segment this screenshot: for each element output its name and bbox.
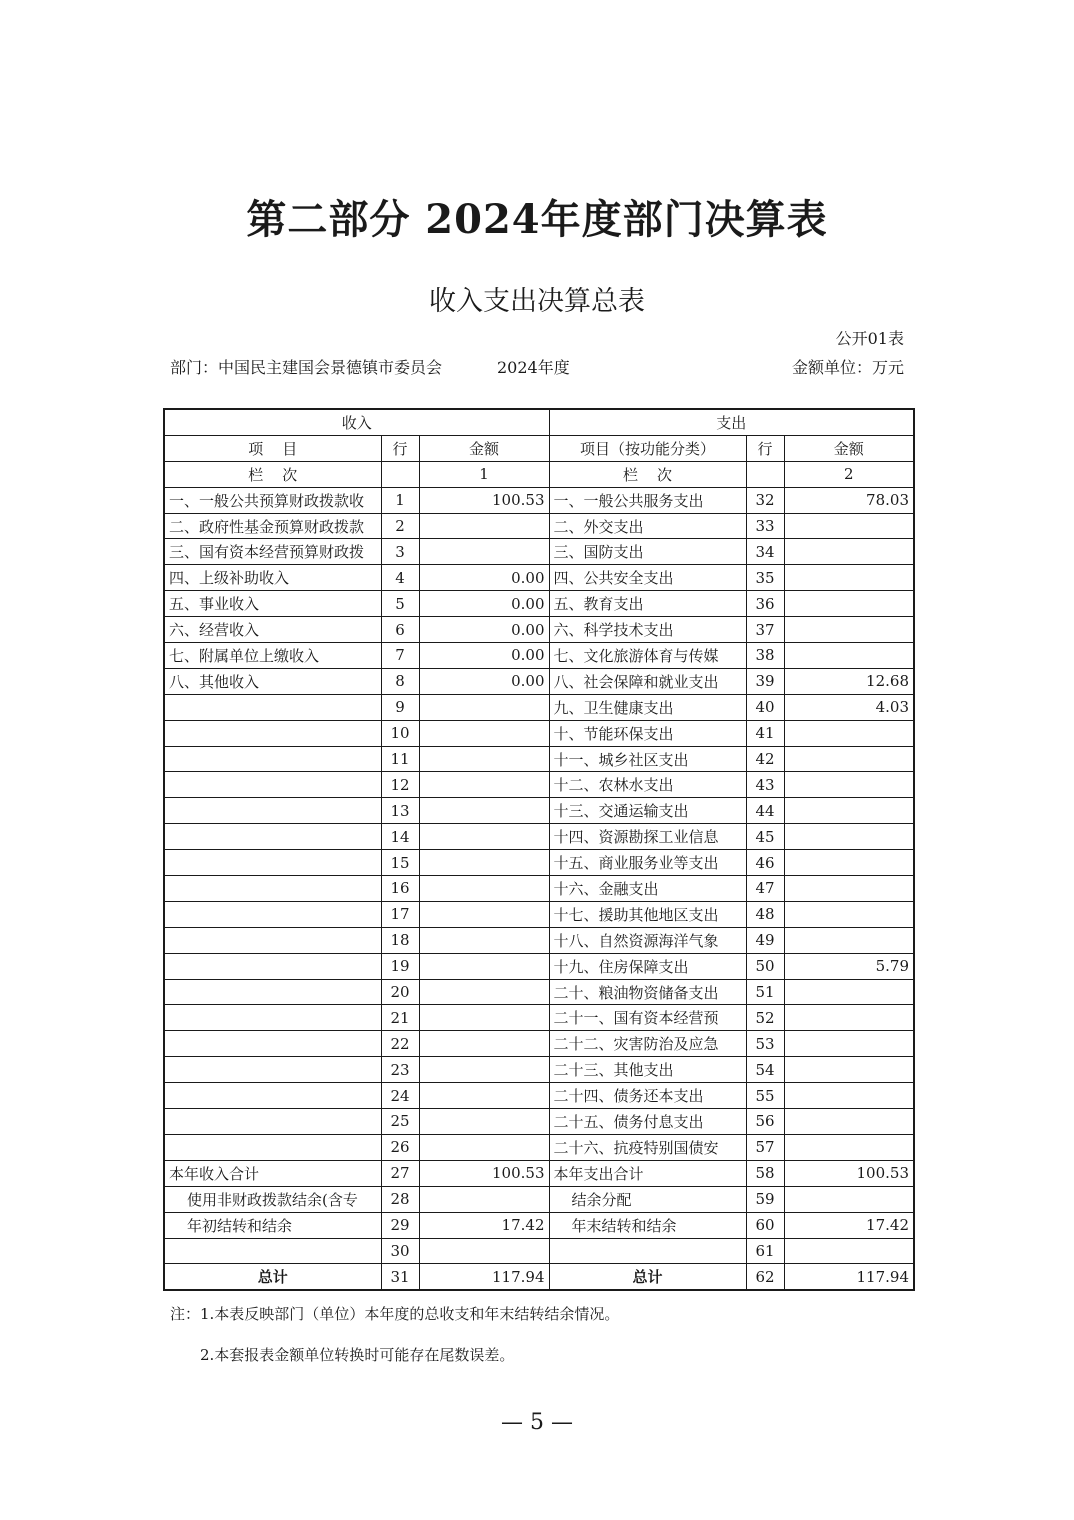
table-row [164, 1160, 914, 1186]
expense-amount [784, 1134, 914, 1160]
expense-amount [784, 746, 914, 772]
col-amount2-header: 金额 [784, 435, 914, 461]
table-row [164, 1212, 914, 1238]
income-row-number: 14 [381, 824, 419, 850]
income-row-number: 4 [381, 565, 419, 591]
expense-row-number: 43 [746, 772, 784, 798]
income-item [164, 1031, 381, 1057]
income-row-number: 13 [381, 798, 419, 824]
expense-row-number: 38 [746, 643, 784, 669]
table-row [164, 1134, 914, 1160]
expense-row-number: 60 [746, 1212, 784, 1238]
table-row [164, 1057, 914, 1083]
income-item [164, 876, 381, 902]
expense-row-number: 35 [746, 565, 784, 591]
expense-row-number: 50 [746, 953, 784, 979]
income-row-number: 6 [381, 617, 419, 643]
income-amount [419, 824, 549, 850]
expense-item: 二、外交支出 [549, 513, 746, 539]
income-item [164, 824, 381, 850]
expense-item: 十九、住房保障支出 [549, 953, 746, 979]
expense-item: 二十三、其他支出 [549, 1057, 746, 1083]
table-row [164, 824, 914, 850]
table-row [164, 901, 914, 927]
form-code: 公开01表 [835, 329, 904, 348]
department-label: 部门：中国民主建国会景德镇市委员会 [170, 358, 443, 377]
expense-row-number: 42 [746, 746, 784, 772]
income-row-number: 20 [381, 979, 419, 1005]
income-row-number: 21 [381, 1005, 419, 1031]
income-item [164, 1083, 381, 1109]
income-item: 七、附属单位上缴收入 [164, 643, 381, 669]
expense-item: 本年支出合计 [549, 1160, 746, 1186]
note-1: 注：1.本表反映部门（单位）本年度的总收支和年末结转结余情况。 [170, 1305, 620, 1323]
table-row [164, 591, 914, 617]
income-amount [419, 1031, 549, 1057]
expense-row-number: 54 [746, 1057, 784, 1083]
table-row [164, 643, 914, 669]
expense-amount: 12.68 [784, 668, 914, 694]
expense-item: 年末结转和结余 [549, 1212, 746, 1238]
income-item: 使用非财政拨款结余(含专 [164, 1186, 381, 1212]
income-row-number: 10 [381, 720, 419, 746]
income-amount [419, 1057, 549, 1083]
income-row-number: 7 [381, 643, 419, 669]
expense-item: 一、一般公共服务支出 [549, 487, 746, 513]
table-row [164, 694, 914, 720]
income-amount [419, 979, 549, 1005]
table-row [164, 617, 914, 643]
income-amount [419, 1109, 549, 1135]
expense-item: 九、卫生健康支出 [549, 694, 746, 720]
expense-row-number: 39 [746, 668, 784, 694]
unit-label: 金额单位：万元 [791, 358, 904, 377]
table-row [164, 1109, 914, 1135]
expense-row-number: 47 [746, 876, 784, 902]
income-item [164, 1109, 381, 1135]
table-row [164, 876, 914, 902]
income-item [164, 953, 381, 979]
table-row [164, 487, 914, 513]
expense-amount [784, 824, 914, 850]
income-header: 收入 [164, 409, 549, 435]
expense-amount [784, 591, 914, 617]
income-item: 年初结转和结余 [164, 1212, 381, 1238]
income-amount [419, 720, 549, 746]
income-item [164, 772, 381, 798]
year-label: 2024年度 [497, 358, 570, 377]
income-total-row-number: 31 [381, 1264, 419, 1290]
income-item: 八、其他收入 [164, 668, 381, 694]
expense-amount [784, 617, 914, 643]
expense-item: 十三、交通运输支出 [549, 798, 746, 824]
income-item [164, 927, 381, 953]
income-item: 五、事业收入 [164, 591, 381, 617]
income-item: 六、经营收入 [164, 617, 381, 643]
income-amount [419, 1134, 549, 1160]
expense-amount [784, 1109, 914, 1135]
income-row-number: 8 [381, 668, 419, 694]
expense-amount [784, 1083, 914, 1109]
expense-total-amount: 117.94 [784, 1264, 914, 1290]
expense-row-number: 49 [746, 927, 784, 953]
table-row [164, 927, 914, 953]
income-item [164, 1238, 381, 1264]
income-amount [419, 694, 549, 720]
expense-amount: 17.42 [784, 1212, 914, 1238]
income-row-number: 22 [381, 1031, 419, 1057]
expense-amount: 5.79 [784, 953, 914, 979]
table-row [164, 1238, 914, 1264]
table-row [164, 513, 914, 539]
income-row-number: 28 [381, 1186, 419, 1212]
table-row [164, 746, 914, 772]
income-row-number: 19 [381, 953, 419, 979]
income-row-number: 30 [381, 1238, 419, 1264]
income-item: 二、政府性基金预算财政拨款 [164, 513, 381, 539]
expense-amount [784, 1031, 914, 1057]
income-amount [419, 927, 549, 953]
expense-item: 十七、援助其他地区支出 [549, 901, 746, 927]
table-row [164, 565, 914, 591]
income-row-number: 11 [381, 746, 419, 772]
expense-row-number: 45 [746, 824, 784, 850]
table-row [164, 1186, 914, 1212]
expense-amount [784, 901, 914, 927]
income-amount: 0.00 [419, 617, 549, 643]
table-row [164, 772, 914, 798]
income-amount: 0.00 [419, 668, 549, 694]
income-amount [419, 1186, 549, 1212]
expense-amount [784, 850, 914, 876]
expense-row-number: 51 [746, 979, 784, 1005]
income-amount [419, 1238, 549, 1264]
expense-item: 二十二、灾害防治及应急 [549, 1031, 746, 1057]
expense-row-number: 59 [746, 1186, 784, 1212]
income-amount [419, 798, 549, 824]
expense-amount [784, 1057, 914, 1083]
income-item: 四、上级补助收入 [164, 565, 381, 591]
expense-item: 四、公共安全支出 [549, 565, 746, 591]
lanci-label-2: 栏 次 [549, 461, 746, 487]
income-amount [419, 513, 549, 539]
income-amount [419, 539, 549, 565]
note-2: 2.本套报表金额单位转换时可能存在尾数误差。 [200, 1346, 515, 1364]
income-item [164, 694, 381, 720]
expense-row-number: 55 [746, 1083, 784, 1109]
income-row-number: 26 [381, 1134, 419, 1160]
income-item: 三、国有资本经营预算财政拨 [164, 539, 381, 565]
expense-total-label: 总计 [549, 1264, 746, 1290]
expense-row-number: 40 [746, 694, 784, 720]
expense-amount [784, 772, 914, 798]
income-row-number: 2 [381, 513, 419, 539]
table-row [164, 1083, 914, 1109]
income-item [164, 850, 381, 876]
lanci-row-blank [381, 461, 419, 487]
expense-item: 二十四、债务还本支出 [549, 1083, 746, 1109]
table-title: 收入支出决算总表 [429, 286, 645, 317]
expense-total-row-number: 62 [746, 1264, 784, 1290]
lanci-number-1: 1 [419, 461, 549, 487]
income-row-number: 29 [381, 1212, 419, 1238]
expense-amount [784, 720, 914, 746]
income-row-number: 17 [381, 901, 419, 927]
income-amount [419, 953, 549, 979]
col-row2-header: 行 [746, 435, 784, 461]
expense-amount [784, 565, 914, 591]
expense-item: 十一、城乡社区支出 [549, 746, 746, 772]
expense-amount: 100.53 [784, 1160, 914, 1186]
expense-amount [784, 798, 914, 824]
table-row [164, 798, 914, 824]
expense-row-number: 56 [746, 1109, 784, 1135]
expense-item: 十八、自然资源海洋气象 [549, 927, 746, 953]
expense-amount: 4.03 [784, 694, 914, 720]
expense-row-number: 52 [746, 1005, 784, 1031]
income-total-label: 总计 [164, 1264, 381, 1290]
income-item [164, 1057, 381, 1083]
table-row [164, 953, 914, 979]
page-title: 第二部分 2024年度部门决算表 [246, 196, 828, 243]
expense-row-number: 61 [746, 1238, 784, 1264]
lanci-number-2: 2 [784, 461, 914, 487]
expense-header: 支出 [549, 409, 914, 435]
income-amount: 0.00 [419, 643, 549, 669]
expense-item: 二十五、债务付息支出 [549, 1109, 746, 1135]
expense-row-number: 37 [746, 617, 784, 643]
lanci-row2-blank [746, 461, 784, 487]
table-row [164, 668, 914, 694]
expense-row-number: 36 [746, 591, 784, 617]
income-amount [419, 850, 549, 876]
income-row-number: 25 [381, 1109, 419, 1135]
expense-amount [784, 539, 914, 565]
expense-row-number: 41 [746, 720, 784, 746]
income-item [164, 1134, 381, 1160]
income-row-number: 23 [381, 1057, 419, 1083]
income-item [164, 901, 381, 927]
income-row-number: 5 [381, 591, 419, 617]
income-row-number: 15 [381, 850, 419, 876]
expense-amount [784, 1005, 914, 1031]
expense-amount [784, 513, 914, 539]
col-item-func-header: 项目（按功能分类） [549, 435, 746, 461]
expense-item: 十、节能环保支出 [549, 720, 746, 746]
expense-item: 八、社会保障和就业支出 [549, 668, 746, 694]
income-row-number: 16 [381, 876, 419, 902]
income-row-number: 3 [381, 539, 419, 565]
expense-item: 十六、金融支出 [549, 876, 746, 902]
income-item: 本年收入合计 [164, 1160, 381, 1186]
income-item [164, 979, 381, 1005]
expense-row-number: 44 [746, 798, 784, 824]
income-row-number: 18 [381, 927, 419, 953]
page-number: — 5 — [501, 1410, 573, 1435]
income-row-number: 12 [381, 772, 419, 798]
expense-amount [784, 927, 914, 953]
income-amount [419, 1083, 549, 1109]
income-row-number: 1 [381, 487, 419, 513]
expense-item: 十五、商业服务业等支出 [549, 850, 746, 876]
expense-item: 六、科学技术支出 [549, 617, 746, 643]
col-item-header: 项 目 [164, 435, 381, 461]
expense-item: 五、教育支出 [549, 591, 746, 617]
income-amount [419, 746, 549, 772]
expense-row-number: 57 [746, 1134, 784, 1160]
expense-row-number: 48 [746, 901, 784, 927]
expense-amount [784, 643, 914, 669]
income-item: 一、一般公共预算财政拨款收 [164, 487, 381, 513]
income-amount: 100.53 [419, 487, 549, 513]
income-amount [419, 772, 549, 798]
income-amount [419, 901, 549, 927]
income-amount: 0.00 [419, 565, 549, 591]
expense-item: 二十六、抗疫特别国债安 [549, 1134, 746, 1160]
income-amount: 17.42 [419, 1212, 549, 1238]
table-row [164, 1031, 914, 1057]
expense-row-number: 33 [746, 513, 784, 539]
lanci-label: 栏 次 [164, 461, 381, 487]
income-amount [419, 876, 549, 902]
income-row-number: 24 [381, 1083, 419, 1109]
income-total-amount: 117.94 [419, 1264, 549, 1290]
expense-item: 二十、粮油物资储备支出 [549, 979, 746, 1005]
table-row [164, 979, 914, 1005]
expense-item: 十四、资源勘探工业信息 [549, 824, 746, 850]
income-amount [419, 1005, 549, 1031]
budget-summary-table [163, 408, 915, 1291]
col-row-header: 行 [381, 435, 419, 461]
income-item [164, 746, 381, 772]
income-item [164, 720, 381, 746]
expense-item: 结余分配 [549, 1186, 746, 1212]
expense-item: 十二、农林水支出 [549, 772, 746, 798]
expense-item: 七、文化旅游体育与传媒 [549, 643, 746, 669]
table-row [164, 539, 914, 565]
col-amount-header: 金额 [419, 435, 549, 461]
income-amount: 0.00 [419, 591, 549, 617]
income-item [164, 1005, 381, 1031]
expense-item [549, 1238, 746, 1264]
income-row-number: 27 [381, 1160, 419, 1186]
expense-amount [784, 979, 914, 1005]
expense-row-number: 34 [746, 539, 784, 565]
table-row [164, 1005, 914, 1031]
expense-item: 二十一、国有资本经营预 [549, 1005, 746, 1031]
expense-amount [784, 1238, 914, 1264]
expense-row-number: 46 [746, 850, 784, 876]
expense-row-number: 58 [746, 1160, 784, 1186]
expense-amount [784, 876, 914, 902]
expense-row-number: 53 [746, 1031, 784, 1057]
income-amount: 100.53 [419, 1160, 549, 1186]
table-row [164, 720, 914, 746]
expense-amount [784, 1186, 914, 1212]
expense-row-number: 32 [746, 487, 784, 513]
total-row [164, 1264, 914, 1290]
table-row [164, 850, 914, 876]
expense-item: 三、国防支出 [549, 539, 746, 565]
income-row-number: 9 [381, 694, 419, 720]
income-item [164, 798, 381, 824]
expense-amount: 78.03 [784, 487, 914, 513]
